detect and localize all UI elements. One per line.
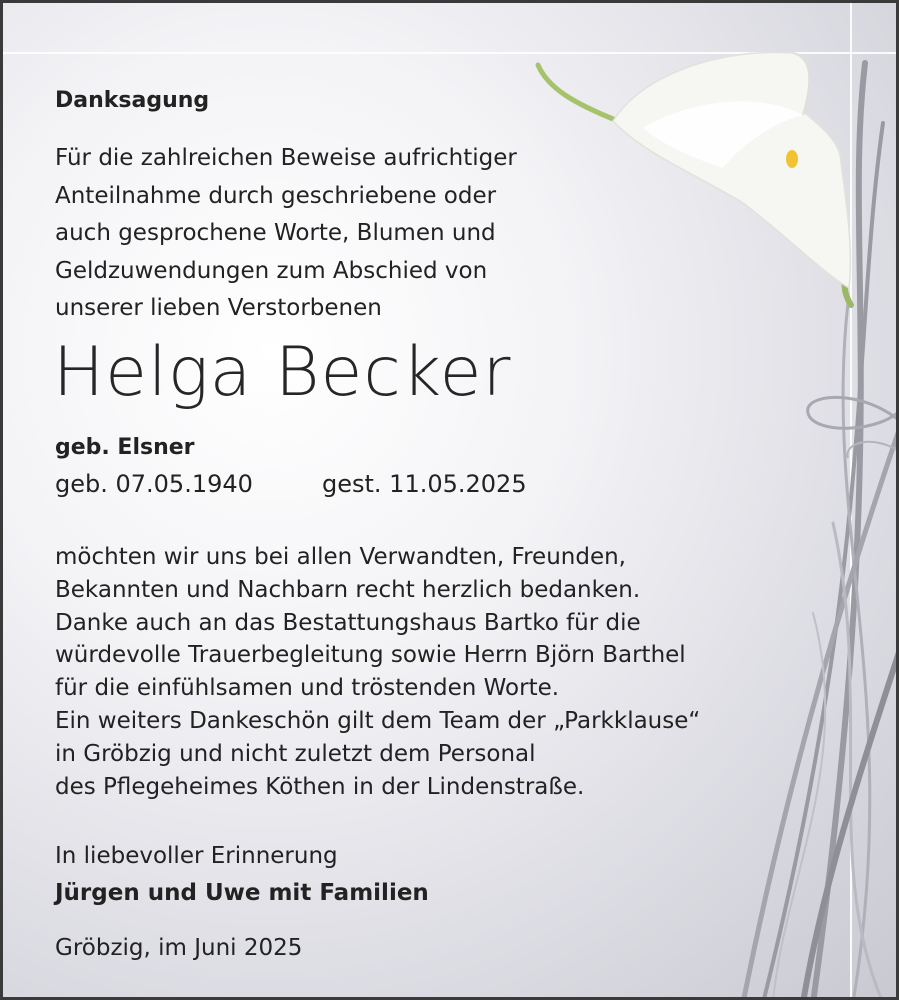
maiden-name: geb. Elsner xyxy=(55,435,195,460)
deceased-name: Helga Becker xyxy=(53,333,512,412)
heading: Danksagung xyxy=(55,88,210,113)
body-line: des Pflegeheimes Köthen in der Lindenstraße. xyxy=(55,773,585,800)
intro-line: Geldzuwendungen zum Abschied von xyxy=(55,257,488,284)
thanks-paragraph xyxy=(55,541,700,803)
birth-date: geb. 07.05.1940 xyxy=(55,470,253,498)
death-date: gest. 11.05.2025 xyxy=(322,470,527,498)
body-line: möchten wir uns bei allen Verwandten, Freunden, xyxy=(55,544,626,570)
place-date: Gröbzig, im Juni 2025 xyxy=(55,935,303,961)
family-signature: Jürgen und Uwe mit Familien xyxy=(55,880,429,906)
closing-phrase: In liebevoller Erinnerung xyxy=(55,843,338,869)
body-line: für die einfühlsamen und tröstenden Worte. xyxy=(55,675,560,702)
body-line: Ein weiters Dankeschön gilt dem Team der „Parkklause“ xyxy=(55,707,701,734)
intro-line: unserer lieben Verstorbenen xyxy=(55,295,382,321)
intro-line: Für die zahlreichen Beweise aufrichtiger xyxy=(55,145,517,171)
intro-line: auch gesprochene Worte, Blumen und xyxy=(55,220,496,246)
intro-paragraph xyxy=(55,140,615,328)
body-line: Bekannten und Nachbarn recht herzlich bedanken. xyxy=(55,576,641,603)
body-line: in Gröbzig und nicht zuletzt dem Personal xyxy=(55,740,536,767)
body-line: Danke auch an das Bestattungshaus Bartko für die xyxy=(55,609,641,636)
body-line: würdevolle Trauerbegleitung sowie Herrn Björn Barthel xyxy=(55,642,686,669)
intro-line: Anteilnahme durch geschriebene oder xyxy=(55,182,497,209)
life-dates xyxy=(55,470,527,498)
